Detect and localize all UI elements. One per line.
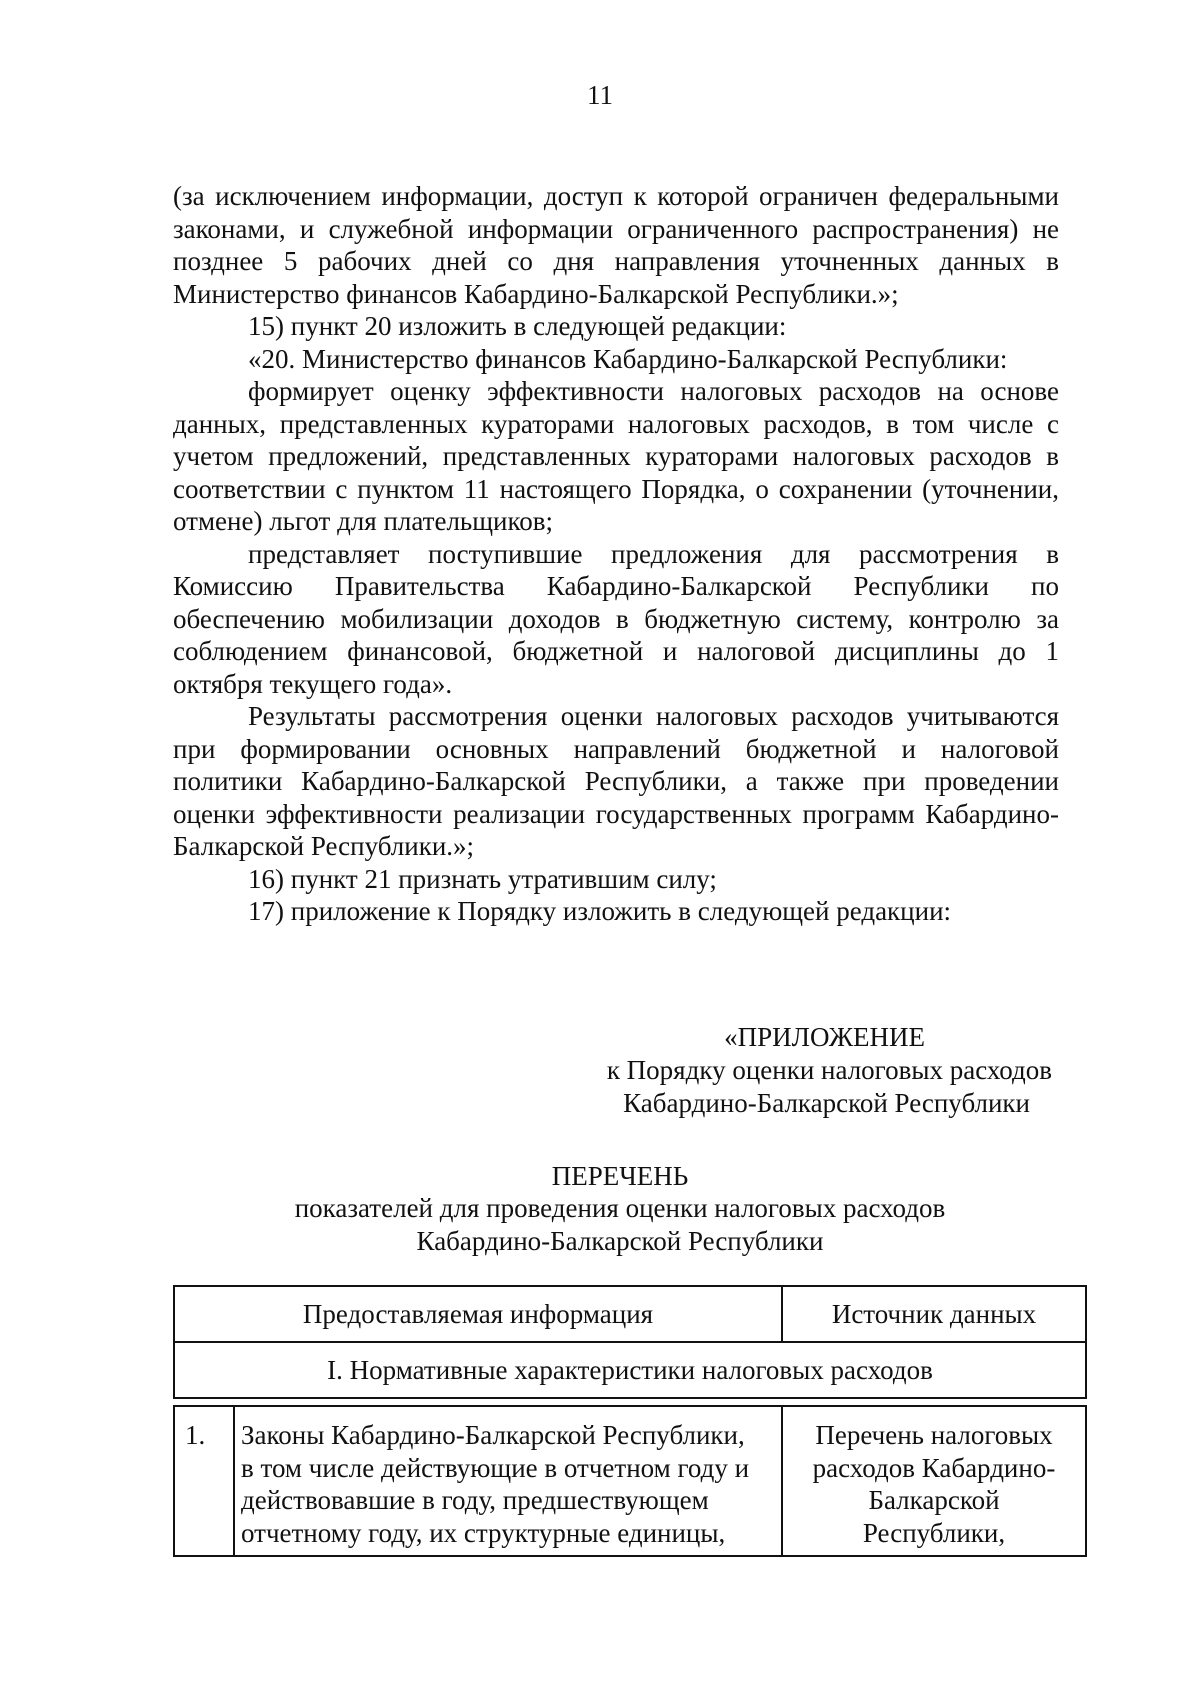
paragraph-results: Результаты рассмотрения оценки налоговых расходов учитываются при формировании основных направлений бюджетной и налоговой политики Кабардино-Балкарской Республики, а также при проведении оценки эффективности реализации государственных программ Кабардино-Балкарской Республики.»; xyxy=(173,701,1059,861)
section-title: I. Нормативные характеристики налоговых расходов xyxy=(174,1342,1086,1398)
row-info-line: отчетному году, их структурные единицы, xyxy=(241,1517,726,1548)
row-info-line: в том числе действующие в отчетном году и xyxy=(241,1452,750,1483)
row-info-line: действовавшие в году, предшествующем xyxy=(241,1485,709,1515)
row-source xyxy=(782,1406,1086,1556)
row-source-line: расходов Кабардино- xyxy=(812,1452,1056,1483)
table-section-row xyxy=(174,1342,1086,1398)
paragraph-item-16: 16) пункт 21 признать утратившим силу; xyxy=(248,863,717,894)
table-row xyxy=(174,1406,1086,1556)
appendix-line-3: Кабардино-Балкарской Республики xyxy=(623,1088,1030,1118)
header-info: Предоставляемая информация xyxy=(174,1286,782,1342)
header-source: Источник данных xyxy=(782,1286,1086,1342)
appendix-title: «ПРИЛОЖЕНИЕ xyxy=(724,1022,925,1052)
row-info-line: Законы Кабардино-Балкарской Республики, xyxy=(241,1420,745,1450)
table-spacer xyxy=(174,1398,1086,1406)
appendix-heading xyxy=(560,1021,1060,1120)
paragraph-submits-proposals: представляет поступившие предложения для рассмотрения в Комиссию Правительства Кабардино-Балкарской Республики по обеспечению мобилизации доходов в бюджетную систему, контролю за соблюдением финансовой, бюджетной и налоговой дисциплины до 1 октября текущего года». xyxy=(173,538,1059,699)
table-header-row xyxy=(174,1286,1086,1342)
list-subtitle-line-2: Кабардино-Балкарской Республики xyxy=(416,1226,824,1256)
paragraph-forms-assessment: формирует оценку эффективности налоговых расходов на основе данных, представленных кураторами налоговых расходов, в том числе с учетом предложений, представленных кураторами налоговых расходов в соответствии с пунктом 11 настоящего Порядка, о сохранении (уточнении, отмене) льгот для плательщиков; xyxy=(173,376,1059,536)
indicators-table xyxy=(173,1285,1087,1557)
paragraph-item-15: 15) пункт 20 изложить в следующей редакции: xyxy=(248,311,787,341)
list-subtitle-line-1: показателей для проведения оценки налоговых расходов xyxy=(294,1193,946,1223)
paragraph-item-17: 17) приложение к Порядку изложить в следующей редакции: xyxy=(248,896,952,926)
page-number: 11 xyxy=(587,80,613,110)
paragraph-point-20: «20. Министерство финансов Кабардино-Балкарской Республики: xyxy=(248,343,1008,374)
list-title: ПЕРЕЧЕНЬ xyxy=(551,1161,689,1191)
paragraph-continuation: (за исключением информации, доступ к которой ограничен федеральными законами, и служебной информации ограниченного распространения) не позднее 5 рабочих дней со дня направления уточненных данных в Министерство финансов Кабардино-Балкарской Республики.»; xyxy=(173,181,1059,309)
body-text xyxy=(173,180,1059,928)
row-info xyxy=(234,1406,782,1556)
row-source-line: Балкарской xyxy=(868,1485,1000,1515)
appendix-line-2: к Порядку оценки налоговых расходов xyxy=(606,1055,1052,1085)
row-number: 1. xyxy=(174,1406,234,1556)
row-source-line: Перечень налоговых xyxy=(815,1420,1053,1450)
list-subtitle xyxy=(0,1192,1200,1258)
row-source-line: Республики, xyxy=(862,1517,1006,1548)
table-spacer-row xyxy=(174,1398,1086,1406)
